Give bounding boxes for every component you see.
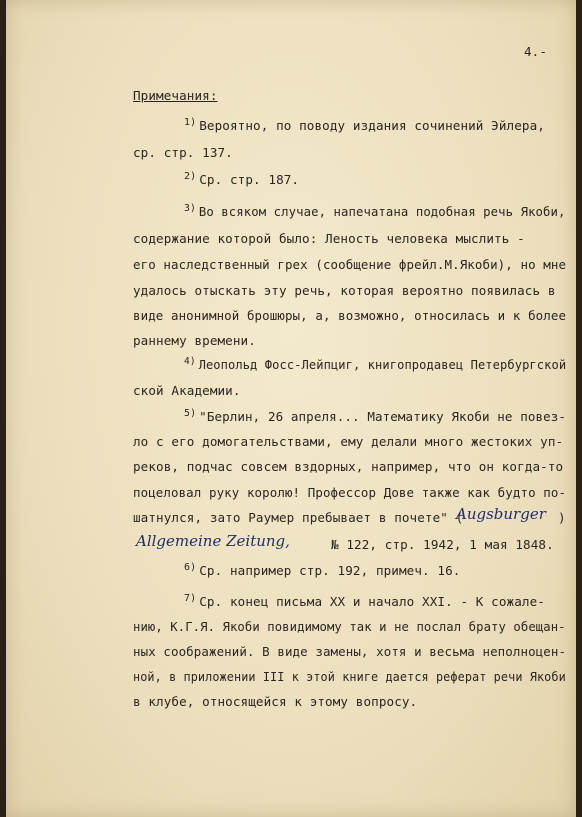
note-6-line-1: $^{6)}$ Ср. например стр. 192, примеч. 16. [184,562,461,578]
note-5-line-5: шатнулся, зато Раумер пребывает в почете" ( [133,510,464,525]
note-7-line-1: $^{7)}$ Ср. конец письма XX и начало XXI. - К сожале- [184,593,545,609]
note-4-line-1: $^{4)}$ Леопольд Фосс-Лейпциг, книгопродавец Петербургской [184,356,567,372]
note-5-closing-paren: ) [558,510,566,525]
note-3-line-3: его наследственный грех (сообщение фрейл.М.Якоби), но мне [133,257,567,272]
handwritten-allgemeine-zeitung: Allgemeine Zeitung, [136,532,290,550]
note-7-line-3: ных соображений. В виде замены, хотя и весьма неполноцен- [133,644,567,659]
note-7-line-2: нию, К.Г.Я. Якоби повидимому так и не послал брату обещан- [133,619,566,634]
note-1-line-2: ср. стр. 137. [133,145,233,160]
note-7-line-5: в клубе, относящейся к этому вопросу. [133,694,418,709]
page-number: 4.- [524,44,548,59]
note-3-line-6: раннему времени. [133,333,256,348]
note-4-mark: 4) [184,356,196,367]
note-3-line-4: удалось отыскать эту речь, которая вероятно появилась в [133,283,556,298]
note-3-line-5: виде анонимной брошюры, а, возможно, относилась и к более [133,308,567,323]
note-5-line-3: реков, подчас совсем вздорных, например, что он когда-то [133,459,564,474]
note-2-mark: 2) [184,171,197,182]
note-3-mark: 3) [184,203,196,214]
note-5-line-2: ло с его домогательствами, ему делали много жестоких уп- [133,434,564,449]
note-5-line-1: $^{5)}$ "Берлин, 26 апреля... Математику Якоби не повез- [184,408,567,424]
note-1-mark: 1) [184,117,197,128]
note-5-line-6: № 122, стр. 1942, 1 мая 1848. [331,537,554,552]
note-2-line-1: $^{2)}$ Ср. стр. 187. [184,171,300,187]
note-3-line-2: содержание которой было: Леность человека мыслить - [133,231,525,246]
note-6-mark: 6) [184,562,197,573]
handwritten-augsburger: Augsburger [456,505,546,523]
note-5-mark: 5) [184,408,197,419]
notes-heading: Примечания: [133,88,218,103]
document-page [6,0,576,817]
note-1-line-1: $^{1)}$ Вероятно, по поводу издания сочинений Эйлера, [184,117,545,133]
note-7-mark: 7) [184,593,197,604]
note-7-line-4: ной, в приложении III к этой книге дается реферат речи Якоби [133,669,566,684]
note-3-line-1: $^{3)}$ Во всяком случае, напечатана подобная речь Якоби, [184,203,566,219]
note-5-line-4: поцеловал руку королю! Профессор Дове также как будто по- [133,485,567,500]
note-4-line-2: ской Академии. [133,383,241,398]
